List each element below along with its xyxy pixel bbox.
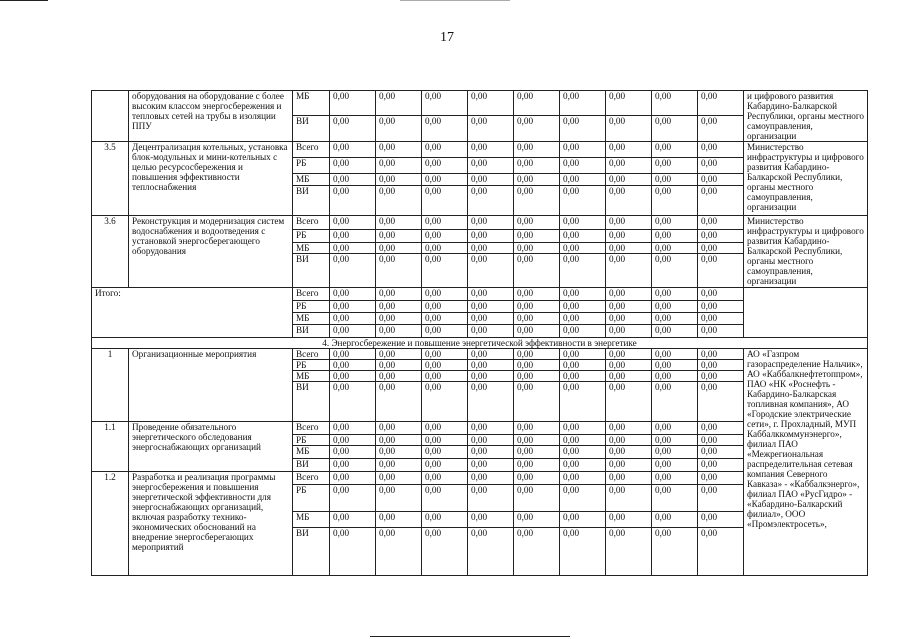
value-cell: 0,00 bbox=[514, 435, 560, 446]
value-cell: 0,00 bbox=[376, 472, 422, 485]
value-cell: 0,00 bbox=[330, 371, 376, 382]
value-cell: 0,00 bbox=[376, 115, 422, 141]
value-cell: 0,00 bbox=[652, 528, 698, 576]
item-number: 3.6 bbox=[92, 216, 129, 288]
value-cell: 0,00 bbox=[698, 325, 744, 338]
value-cell: 0,00 bbox=[376, 142, 422, 158]
item-name: Разработка и реализация программы энергосбережения и повышения энергетической эффективности для энергоснабжающих организаций, включая разработку технико-экономических обоснований на внедрение энергосберегающих мероприятий bbox=[129, 472, 293, 576]
funding-source: РБ bbox=[293, 301, 330, 313]
value-cell: 0,00 bbox=[468, 371, 514, 382]
value-cell: 0,00 bbox=[698, 313, 744, 325]
value-cell: 0,00 bbox=[606, 91, 652, 116]
value-cell: 0,00 bbox=[606, 254, 652, 288]
value-cell: 0,00 bbox=[376, 91, 422, 116]
value-cell: 0,00 bbox=[560, 186, 606, 216]
value-cell: 0,00 bbox=[422, 512, 468, 528]
value-cell: 0,00 bbox=[560, 91, 606, 116]
value-cell: 0,00 bbox=[468, 459, 514, 472]
value-cell: 0,00 bbox=[560, 174, 606, 186]
funding-source: МБ bbox=[293, 313, 330, 325]
value-cell: 0,00 bbox=[468, 528, 514, 576]
value-cell: 0,00 bbox=[468, 91, 514, 116]
value-cell: 0,00 bbox=[560, 485, 606, 512]
value-cell: 0,00 bbox=[376, 446, 422, 459]
value-cell: 0,00 bbox=[376, 528, 422, 576]
value-cell: 0,00 bbox=[560, 115, 606, 141]
value-cell: 0,00 bbox=[560, 158, 606, 174]
value-cell: 0,00 bbox=[698, 115, 744, 141]
value-cell: 0,00 bbox=[606, 174, 652, 186]
value-cell: 0,00 bbox=[606, 230, 652, 243]
value-cell: 0,00 bbox=[422, 371, 468, 382]
value-cell: 0,00 bbox=[468, 216, 514, 230]
funding-source: ВИ bbox=[293, 325, 330, 338]
value-cell: 0,00 bbox=[652, 472, 698, 485]
value-cell: 0,00 bbox=[330, 360, 376, 371]
value-cell: 0,00 bbox=[422, 349, 468, 360]
value-cell: 0,00 bbox=[330, 174, 376, 186]
value-cell: 0,00 bbox=[652, 325, 698, 338]
funding-source: РБ bbox=[293, 158, 330, 174]
total-label: Итого: bbox=[92, 288, 293, 338]
funding-source: МБ bbox=[293, 91, 330, 116]
value-cell: 0,00 bbox=[560, 325, 606, 338]
value-cell: 0,00 bbox=[698, 91, 744, 116]
item-name: Проведение обязательного энергетического обследования энергоснабжающих организаций bbox=[129, 422, 293, 472]
value-cell: 0,00 bbox=[376, 254, 422, 288]
value-cell: 0,00 bbox=[330, 435, 376, 446]
value-cell: 0,00 bbox=[606, 115, 652, 141]
funding-source: РБ bbox=[293, 485, 330, 512]
value-cell: 0,00 bbox=[698, 158, 744, 174]
item-number: 3.5 bbox=[92, 142, 129, 216]
value-cell: 0,00 bbox=[514, 174, 560, 186]
value-cell: 0,00 bbox=[468, 360, 514, 371]
value-cell: 0,00 bbox=[514, 382, 560, 422]
value-cell: 0,00 bbox=[514, 230, 560, 243]
value-cell: 0,00 bbox=[468, 301, 514, 313]
value-cell: 0,00 bbox=[330, 313, 376, 325]
value-cell: 0,00 bbox=[330, 422, 376, 435]
value-cell: 0,00 bbox=[330, 349, 376, 360]
value-cell: 0,00 bbox=[652, 459, 698, 472]
value-cell: 0,00 bbox=[514, 512, 560, 528]
value-cell: 0,00 bbox=[514, 216, 560, 230]
value-cell: 0,00 bbox=[422, 186, 468, 216]
value-cell: 0,00 bbox=[376, 485, 422, 512]
table-row bbox=[92, 349, 868, 360]
value-cell: 0,00 bbox=[560, 382, 606, 422]
value-cell: 0,00 bbox=[376, 360, 422, 371]
value-cell: 0,00 bbox=[376, 371, 422, 382]
page-number: 17 bbox=[440, 30, 454, 45]
value-cell: 0,00 bbox=[422, 472, 468, 485]
value-cell: 0,00 bbox=[330, 91, 376, 116]
value-cell: 0,00 bbox=[560, 472, 606, 485]
funding-source: ВИ bbox=[293, 528, 330, 576]
value-cell: 0,00 bbox=[560, 216, 606, 230]
value-cell: 0,00 bbox=[330, 325, 376, 338]
value-cell: 0,00 bbox=[698, 422, 744, 435]
value-cell: 0,00 bbox=[468, 382, 514, 422]
funding-source: Всего bbox=[293, 472, 330, 485]
value-cell: 0,00 bbox=[514, 371, 560, 382]
value-cell: 0,00 bbox=[330, 216, 376, 230]
value-cell: 0,00 bbox=[560, 243, 606, 254]
value-cell: 0,00 bbox=[698, 512, 744, 528]
value-cell: 0,00 bbox=[514, 243, 560, 254]
item-number bbox=[92, 91, 129, 142]
value-cell: 0,00 bbox=[514, 485, 560, 512]
value-cell: 0,00 bbox=[606, 512, 652, 528]
value-cell: 0,00 bbox=[698, 459, 744, 472]
value-cell: 0,00 bbox=[606, 186, 652, 216]
scan-artifact-bottom bbox=[370, 636, 570, 637]
value-cell: 0,00 bbox=[376, 186, 422, 216]
value-cell: 0,00 bbox=[468, 158, 514, 174]
value-cell: 0,00 bbox=[606, 485, 652, 512]
value-cell: 0,00 bbox=[652, 91, 698, 116]
value-cell: 0,00 bbox=[606, 382, 652, 422]
scan-artifact-top-center bbox=[400, 0, 510, 1]
value-cell: 0,00 bbox=[330, 446, 376, 459]
value-cell: 0,00 bbox=[698, 528, 744, 576]
value-cell: 0,00 bbox=[330, 158, 376, 174]
item-name: Реконструкция и модернизация систем водоснабжения и водоотведения с установкой энергосберегающего оборудования bbox=[129, 216, 293, 288]
value-cell: 0,00 bbox=[560, 313, 606, 325]
value-cell: 0,00 bbox=[376, 243, 422, 254]
funding-source: МБ bbox=[293, 174, 330, 186]
value-cell: 0,00 bbox=[698, 243, 744, 254]
value-cell: 0,00 bbox=[698, 472, 744, 485]
value-cell: 0,00 bbox=[698, 349, 744, 360]
funding-source: МБ bbox=[293, 446, 330, 459]
value-cell: 0,00 bbox=[468, 254, 514, 288]
item-number: 1.2 bbox=[92, 472, 129, 576]
value-cell: 0,00 bbox=[422, 459, 468, 472]
value-cell: 0,00 bbox=[652, 115, 698, 141]
value-cell: 0,00 bbox=[698, 301, 744, 313]
value-cell: 0,00 bbox=[376, 174, 422, 186]
value-cell: 0,00 bbox=[652, 360, 698, 371]
value-cell: 0,00 bbox=[422, 174, 468, 186]
value-cell: 0,00 bbox=[330, 485, 376, 512]
value-cell: 0,00 bbox=[698, 446, 744, 459]
program-table bbox=[91, 90, 868, 576]
value-cell: 0,00 bbox=[606, 422, 652, 435]
value-cell: 0,00 bbox=[560, 142, 606, 158]
funding-source: ВИ bbox=[293, 254, 330, 288]
table-row bbox=[92, 288, 868, 301]
funding-source: ВИ bbox=[293, 459, 330, 472]
value-cell: 0,00 bbox=[606, 243, 652, 254]
value-cell: 0,00 bbox=[652, 288, 698, 301]
value-cell: 0,00 bbox=[560, 435, 606, 446]
item-number: 1 bbox=[92, 349, 129, 422]
value-cell: 0,00 bbox=[606, 216, 652, 230]
value-cell: 0,00 bbox=[606, 435, 652, 446]
item-name: Децентрализация котельных, установка блок-модульных и мини-котельных с целью ресурсосбережения и повышения эффективности теплоснабжения bbox=[129, 142, 293, 216]
value-cell: 0,00 bbox=[422, 115, 468, 141]
value-cell: 0,00 bbox=[422, 142, 468, 158]
value-cell: 0,00 bbox=[560, 459, 606, 472]
value-cell: 0,00 bbox=[652, 349, 698, 360]
value-cell: 0,00 bbox=[652, 254, 698, 288]
value-cell: 0,00 bbox=[606, 313, 652, 325]
value-cell: 0,00 bbox=[698, 288, 744, 301]
value-cell: 0,00 bbox=[652, 230, 698, 243]
value-cell: 0,00 bbox=[376, 230, 422, 243]
value-cell: 0,00 bbox=[376, 313, 422, 325]
value-cell: 0,00 bbox=[330, 230, 376, 243]
funding-source: Всего bbox=[293, 288, 330, 301]
value-cell: 0,00 bbox=[422, 446, 468, 459]
value-cell: 0,00 bbox=[468, 174, 514, 186]
value-cell: 0,00 bbox=[468, 288, 514, 301]
value-cell: 0,00 bbox=[652, 216, 698, 230]
value-cell: 0,00 bbox=[376, 422, 422, 435]
value-cell: 0,00 bbox=[468, 485, 514, 512]
value-cell: 0,00 bbox=[652, 382, 698, 422]
value-cell: 0,00 bbox=[514, 288, 560, 301]
value-cell: 0,00 bbox=[376, 288, 422, 301]
value-cell: 0,00 bbox=[652, 301, 698, 313]
responsible-executors: Министерство инфраструктуры и цифрового развития Кабардино-Балкарской Республики, органы местного самоуправления, организации bbox=[744, 216, 868, 288]
value-cell: 0,00 bbox=[698, 254, 744, 288]
value-cell: 0,00 bbox=[514, 158, 560, 174]
value-cell: 0,00 bbox=[330, 142, 376, 158]
value-cell: 0,00 bbox=[514, 313, 560, 325]
value-cell: 0,00 bbox=[330, 512, 376, 528]
value-cell: 0,00 bbox=[514, 142, 560, 158]
value-cell: 0,00 bbox=[468, 142, 514, 158]
value-cell: 0,00 bbox=[606, 528, 652, 576]
value-cell: 0,00 bbox=[652, 313, 698, 325]
value-cell: 0,00 bbox=[330, 115, 376, 141]
value-cell: 0,00 bbox=[652, 158, 698, 174]
funding-source: Всего bbox=[293, 142, 330, 158]
funding-source: Всего bbox=[293, 216, 330, 230]
value-cell: 0,00 bbox=[422, 216, 468, 230]
value-cell: 0,00 bbox=[330, 288, 376, 301]
value-cell: 0,00 bbox=[422, 313, 468, 325]
value-cell: 0,00 bbox=[468, 243, 514, 254]
value-cell: 0,00 bbox=[422, 382, 468, 422]
value-cell: 0,00 bbox=[376, 349, 422, 360]
value-cell: 0,00 bbox=[606, 459, 652, 472]
value-cell: 0,00 bbox=[698, 371, 744, 382]
value-cell: 0,00 bbox=[514, 349, 560, 360]
funding-source: МБ bbox=[293, 243, 330, 254]
value-cell: 0,00 bbox=[606, 325, 652, 338]
value-cell: 0,00 bbox=[376, 216, 422, 230]
value-cell: 0,00 bbox=[698, 186, 744, 216]
table-row bbox=[92, 142, 868, 158]
value-cell: 0,00 bbox=[514, 528, 560, 576]
value-cell: 0,00 bbox=[606, 371, 652, 382]
value-cell: 0,00 bbox=[652, 142, 698, 158]
value-cell: 0,00 bbox=[422, 435, 468, 446]
value-cell: 0,00 bbox=[422, 91, 468, 116]
value-cell: 0,00 bbox=[330, 301, 376, 313]
value-cell: 0,00 bbox=[514, 422, 560, 435]
value-cell: 0,00 bbox=[330, 254, 376, 288]
value-cell: 0,00 bbox=[422, 485, 468, 512]
value-cell: 0,00 bbox=[376, 301, 422, 313]
value-cell: 0,00 bbox=[560, 349, 606, 360]
value-cell: 0,00 bbox=[652, 435, 698, 446]
value-cell: 0,00 bbox=[652, 446, 698, 459]
value-cell: 0,00 bbox=[606, 446, 652, 459]
value-cell: 0,00 bbox=[698, 382, 744, 422]
funding-source: РБ bbox=[293, 360, 330, 371]
value-cell: 0,00 bbox=[606, 472, 652, 485]
table-row bbox=[92, 216, 868, 230]
section-row bbox=[92, 338, 868, 349]
value-cell: 0,00 bbox=[514, 459, 560, 472]
value-cell: 0,00 bbox=[514, 325, 560, 338]
value-cell: 0,00 bbox=[422, 528, 468, 576]
value-cell: 0,00 bbox=[514, 472, 560, 485]
responsible-executors: Министерство инфраструктуры и цифрового развития Кабардино-Балкарской Республики, органы местного самоуправления, организации bbox=[744, 142, 868, 216]
value-cell: 0,00 bbox=[560, 371, 606, 382]
value-cell: 0,00 bbox=[330, 459, 376, 472]
value-cell: 0,00 bbox=[606, 360, 652, 371]
value-cell: 0,00 bbox=[468, 325, 514, 338]
value-cell: 0,00 bbox=[652, 174, 698, 186]
section-title: 4. Энергосбережение и повышение энергетической эффективности в энергетике bbox=[92, 338, 868, 349]
value-cell: 0,00 bbox=[560, 230, 606, 243]
value-cell: 0,00 bbox=[606, 142, 652, 158]
value-cell: 0,00 bbox=[560, 512, 606, 528]
value-cell: 0,00 bbox=[468, 313, 514, 325]
item-number: 1.1 bbox=[92, 422, 129, 472]
value-cell: 0,00 bbox=[422, 360, 468, 371]
value-cell: 0,00 bbox=[422, 422, 468, 435]
value-cell: 0,00 bbox=[652, 485, 698, 512]
funding-source: ВИ bbox=[293, 186, 330, 216]
value-cell: 0,00 bbox=[560, 288, 606, 301]
value-cell: 0,00 bbox=[560, 254, 606, 288]
value-cell: 0,00 bbox=[330, 186, 376, 216]
value-cell: 0,00 bbox=[468, 422, 514, 435]
value-cell: 0,00 bbox=[468, 472, 514, 485]
value-cell: 0,00 bbox=[514, 301, 560, 313]
value-cell: 0,00 bbox=[606, 288, 652, 301]
value-cell: 0,00 bbox=[652, 186, 698, 216]
responsible-executors: и цифрового развития Кабардино-Балкарской Республики, органы местного самоуправления, организации bbox=[744, 91, 868, 142]
value-cell: 0,00 bbox=[376, 158, 422, 174]
value-cell: 0,00 bbox=[560, 422, 606, 435]
value-cell: 0,00 bbox=[652, 512, 698, 528]
table-row bbox=[92, 91, 868, 116]
value-cell: 0,00 bbox=[468, 512, 514, 528]
responsible-executors: АО «Газпром газораспределение Нальчик», АО «Каббалкнефтетоппром», ПАО «НК «Роснефть - Кабардино-Балкарская топливная компания», АО «Городские электрические сети», г. Прохладный, МУП Каббалккоммунэнерго», филиал ПАО «Межрегиональная распределительная сетевая компания Северного Кавказа» - «Каббалкэнерго», филиал ПАО «РусГидро» - «Кабардино-Балкарский филиал», ООО «Промэлектросеть», bbox=[744, 349, 868, 576]
value-cell: 0,00 bbox=[514, 360, 560, 371]
value-cell: 0,00 bbox=[422, 158, 468, 174]
funding-source: МБ bbox=[293, 512, 330, 528]
value-cell: 0,00 bbox=[422, 325, 468, 338]
value-cell: 0,00 bbox=[514, 115, 560, 141]
value-cell: 0,00 bbox=[514, 186, 560, 216]
value-cell: 0,00 bbox=[376, 382, 422, 422]
value-cell: 0,00 bbox=[698, 174, 744, 186]
value-cell: 0,00 bbox=[330, 528, 376, 576]
value-cell: 0,00 bbox=[606, 349, 652, 360]
value-cell: 0,00 bbox=[652, 243, 698, 254]
value-cell: 0,00 bbox=[698, 230, 744, 243]
funding-source: ВИ bbox=[293, 382, 330, 422]
value-cell: 0,00 bbox=[468, 349, 514, 360]
value-cell: 0,00 bbox=[698, 142, 744, 158]
value-cell: 0,00 bbox=[560, 360, 606, 371]
value-cell: 0,00 bbox=[560, 446, 606, 459]
value-cell: 0,00 bbox=[376, 512, 422, 528]
value-cell: 0,00 bbox=[468, 186, 514, 216]
value-cell: 0,00 bbox=[514, 446, 560, 459]
value-cell: 0,00 bbox=[422, 288, 468, 301]
value-cell: 0,00 bbox=[330, 472, 376, 485]
item-name: Организационные мероприятия bbox=[129, 349, 293, 422]
funding-source: МБ bbox=[293, 371, 330, 382]
value-cell: 0,00 bbox=[422, 230, 468, 243]
item-name: оборудования на оборудование с более высоким классом энергосбережения и тепловых сетей на трубы в изоляции ППУ bbox=[129, 91, 293, 142]
value-cell: 0,00 bbox=[330, 243, 376, 254]
value-cell: 0,00 bbox=[330, 382, 376, 422]
funding-source: РБ bbox=[293, 435, 330, 446]
value-cell: 0,00 bbox=[606, 158, 652, 174]
value-cell: 0,00 bbox=[468, 435, 514, 446]
value-cell: 0,00 bbox=[698, 485, 744, 512]
value-cell: 0,00 bbox=[376, 325, 422, 338]
value-cell: 0,00 bbox=[698, 360, 744, 371]
value-cell: 0,00 bbox=[698, 435, 744, 446]
value-cell: 0,00 bbox=[422, 243, 468, 254]
value-cell: 0,00 bbox=[560, 301, 606, 313]
value-cell: 0,00 bbox=[468, 230, 514, 243]
value-cell: 0,00 bbox=[514, 254, 560, 288]
funding-source: Всего bbox=[293, 422, 330, 435]
value-cell: 0,00 bbox=[468, 115, 514, 141]
funding-source: ВИ bbox=[293, 115, 330, 141]
value-cell: 0,00 bbox=[376, 435, 422, 446]
value-cell: 0,00 bbox=[422, 254, 468, 288]
funding-source: Всего bbox=[293, 349, 330, 360]
value-cell: 0,00 bbox=[514, 91, 560, 116]
value-cell: 0,00 bbox=[652, 422, 698, 435]
value-cell: 0,00 bbox=[376, 459, 422, 472]
value-cell: 0,00 bbox=[468, 446, 514, 459]
value-cell: 0,00 bbox=[652, 371, 698, 382]
value-cell: 0,00 bbox=[698, 216, 744, 230]
value-cell: 0,00 bbox=[422, 301, 468, 313]
scan-artifact-top-left bbox=[0, 0, 48, 1]
responsible-executors bbox=[744, 288, 868, 338]
value-cell: 0,00 bbox=[560, 528, 606, 576]
funding-source: РБ bbox=[293, 230, 330, 243]
value-cell: 0,00 bbox=[606, 301, 652, 313]
